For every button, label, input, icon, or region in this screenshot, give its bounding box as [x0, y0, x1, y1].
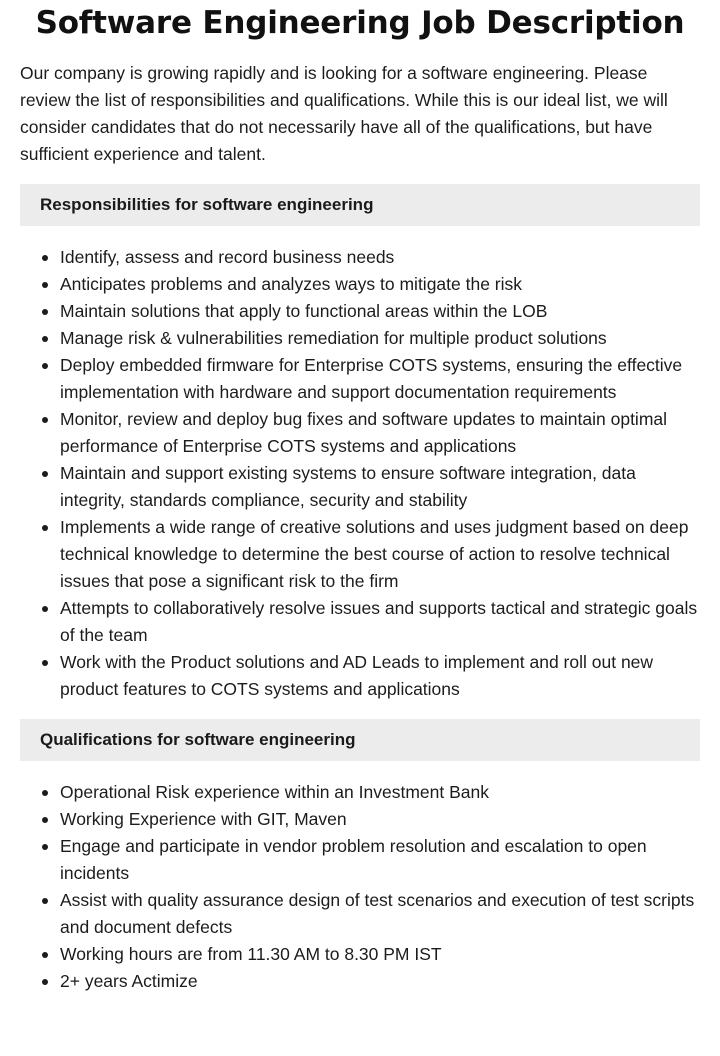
qualifications-heading: Qualifications for software engineering [20, 719, 700, 761]
intro-paragraph: Our company is growing rapidly and is looking for a software engineering. Please review the list of responsibilities and qualifications. While this is our ideal list, we will consider candidates that do not necessarily have all of the qualifications, but have sufficient experience and talent. [20, 63, 668, 164]
responsibility-item: Work with the Product solutions and AD Leads to implement and roll out new product features to COTS systems and applications [60, 649, 700, 703]
responsibility-item: Monitor, review and deploy bug fixes and software updates to maintain optimal performance of Enterprise COTS systems and applications [60, 406, 700, 460]
page-title: Software Engineering Job Description [35, 5, 685, 41]
qualification-item: Working hours are from 11.30 AM to 8.30 PM IST [60, 941, 700, 968]
responsibility-item: Attempts to collaboratively resolve issues and supports tactical and strategic goals of the team [60, 595, 700, 649]
responsibilities-list [20, 244, 700, 703]
qualification-item: 2+ years Actimize [60, 968, 700, 995]
qualification-item: Working Experience with GIT, Maven [60, 806, 700, 833]
responsibility-item: Maintain and support existing systems to ensure software integration, data integrity, standards compliance, security and stability [60, 460, 700, 514]
responsibilities-heading: Responsibilities for software engineering [20, 184, 700, 226]
qualifications-list [20, 779, 700, 995]
responsibility-item: Maintain solutions that apply to functional areas within the LOB [60, 298, 700, 325]
responsibility-item: Implements a wide range of creative solutions and uses judgment based on deep technical knowledge to determine the best course of action to resolve technical issues that pose a significant risk to the firm [60, 514, 700, 595]
responsibility-item: Manage risk & vulnerabilities remediation for multiple product solutions [60, 325, 700, 352]
qualification-item: Operational Risk experience within an Investment Bank [60, 779, 700, 806]
responsibility-item: Deploy embedded firmware for Enterprise COTS systems, ensuring the effective implementation with hardware and support documentation requirements [60, 352, 700, 406]
responsibility-item: Anticipates problems and analyzes ways to mitigate the risk [60, 271, 700, 298]
qualification-item: Engage and participate in vendor problem resolution and escalation to open incidents [60, 833, 700, 887]
responsibility-item: Identify, assess and record business needs [60, 244, 700, 271]
qualification-item: Assist with quality assurance design of test scenarios and execution of test scripts and document defects [60, 887, 700, 941]
